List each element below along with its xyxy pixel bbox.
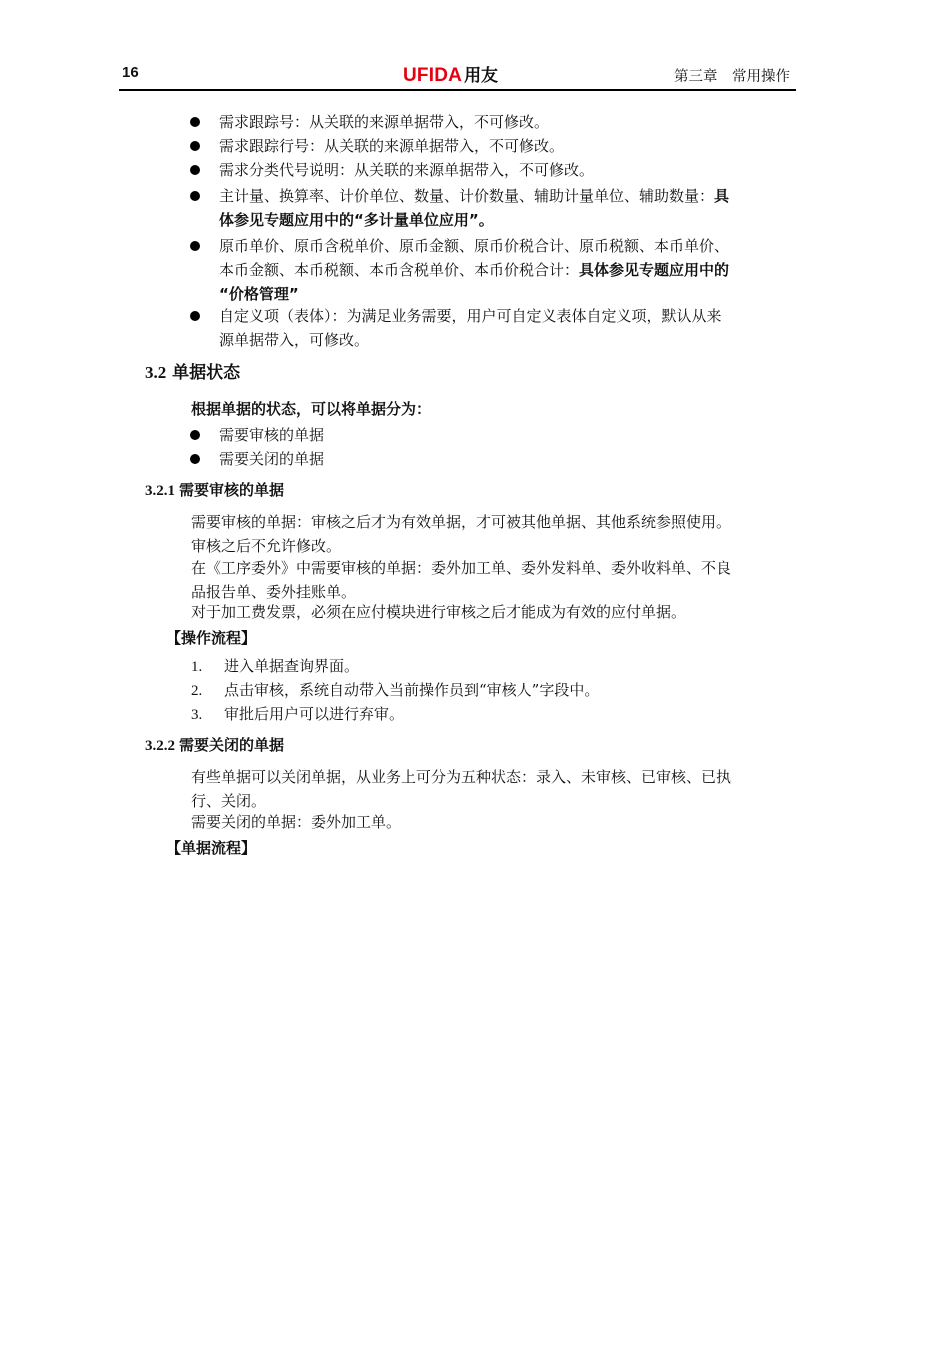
list-item	[219, 184, 797, 232]
list-item-text: 源单据带入，可修改。	[219, 331, 370, 349]
header-rule	[119, 89, 796, 91]
paragraph: 对于加工费发票，必须在应付模块进行审核之后才能成为有效的应付单据。	[191, 603, 687, 621]
paragraph: 需要关闭的单据：委外加工单。	[191, 813, 402, 831]
section-title: 单据状态	[172, 363, 241, 383]
step-number: 3.	[191, 707, 203, 723]
page-number: 16	[122, 64, 139, 81]
bullet-dot	[190, 117, 200, 127]
list-item-text: 需求跟踪号：从关联的来源单据带入，不可修改。	[219, 113, 550, 131]
paragraph	[191, 556, 795, 604]
step-text: 进入单据查询界面。	[224, 657, 360, 675]
step-number: 2.	[191, 683, 203, 699]
list-item	[219, 447, 797, 471]
subsection-heading	[145, 478, 284, 503]
list-item-bold: “价格管理”	[219, 285, 299, 303]
flow-title: 【操作流程】	[166, 629, 257, 647]
bullet-dot	[190, 191, 200, 201]
step-item	[191, 654, 359, 679]
bullet-dot	[190, 165, 200, 175]
bullet-dot	[190, 454, 200, 464]
list-item-text: 主计量、换算率、计价单位、数量、计价数量、辅助计量单位、辅助数量：	[219, 187, 715, 205]
step-text: 审批后用户可以进行弃审。	[224, 705, 405, 723]
subsection-heading	[145, 733, 284, 758]
paragraph-line: 在《工序委外》中需要审核的单据：委外加工单、委外发料单、委外收料单、不良	[191, 559, 732, 577]
list-item-bold: 具	[714, 187, 730, 205]
section-number: 3.2	[145, 363, 167, 382]
step-item	[191, 678, 599, 703]
step-number: 1.	[191, 659, 203, 675]
list-item-text: 自定义项（表体）：为满足业务需要，用户可自定义表体自定义项，默认从来	[219, 307, 722, 325]
list-item	[219, 304, 797, 352]
paragraph-line: 审核之后不允许修改。	[191, 537, 342, 555]
section-intro: 根据单据的状态，可以将单据分为：	[191, 400, 432, 418]
list-item	[219, 110, 797, 134]
list-item-text: 需要关闭的单据	[219, 450, 325, 468]
logo-brand: UFIDA	[403, 65, 463, 86]
ufida-logo	[403, 61, 498, 87]
list-item-bold: 体参见专题应用中的“多计量单位应用”。	[219, 211, 494, 229]
list-item	[219, 234, 797, 306]
list-item-text: 原币单价、原币含税单价、原币金额、原币价税合计、原币税额、本币单价、	[219, 237, 730, 255]
paragraph	[191, 765, 795, 813]
subsection-title: 需要审核的单据	[179, 481, 285, 499]
subsection-number: 3.2.2	[145, 738, 175, 754]
bullet-dot	[190, 311, 200, 321]
list-item-text: 需求分类代号说明：从关联的来源单据带入，不可修改。	[219, 161, 595, 179]
chapter-title: 第三章 常用操作	[674, 69, 790, 85]
subsection-title: 需要关闭的单据	[179, 736, 285, 754]
list-item-text: 需要审核的单据	[219, 426, 325, 444]
list-item-text: 需求跟踪行号：从关联的来源单据带入，不可修改。	[219, 137, 565, 155]
section-heading	[145, 361, 240, 385]
list-item-bold: 具体参见专题应用中的	[579, 261, 730, 279]
list-item	[219, 134, 797, 158]
page-header	[119, 64, 796, 88]
list-item	[219, 423, 797, 447]
paragraph-line: 有些单据可以关闭单据，从业务上可分为五种状态：录入、未审核、已审核、已执	[191, 768, 732, 786]
paragraph-line: 需要审核的单据：审核之后才为有效单据，才可被其他单据、其他系统参照使用。	[191, 513, 732, 531]
step-text: 点击审核，系统自动带入当前操作员到“审核人”字段中。	[224, 681, 600, 699]
paragraph-line: 行、关闭。	[191, 792, 267, 810]
list-item	[219, 158, 797, 182]
paragraph-line: 品报告单、委外挂账单。	[191, 583, 357, 601]
bullet-dot	[190, 430, 200, 440]
bullet-dot	[190, 141, 200, 151]
logo-cn: 用友	[464, 66, 499, 85]
bullet-dot	[190, 241, 200, 251]
step-item	[191, 702, 404, 727]
list-item-text: 本币金额、本币税额、本币含税单价、本币价税合计：	[219, 261, 580, 279]
flow-title: 【单据流程】	[166, 839, 257, 857]
subsection-number: 3.2.1	[145, 483, 175, 499]
paragraph	[191, 510, 795, 558]
